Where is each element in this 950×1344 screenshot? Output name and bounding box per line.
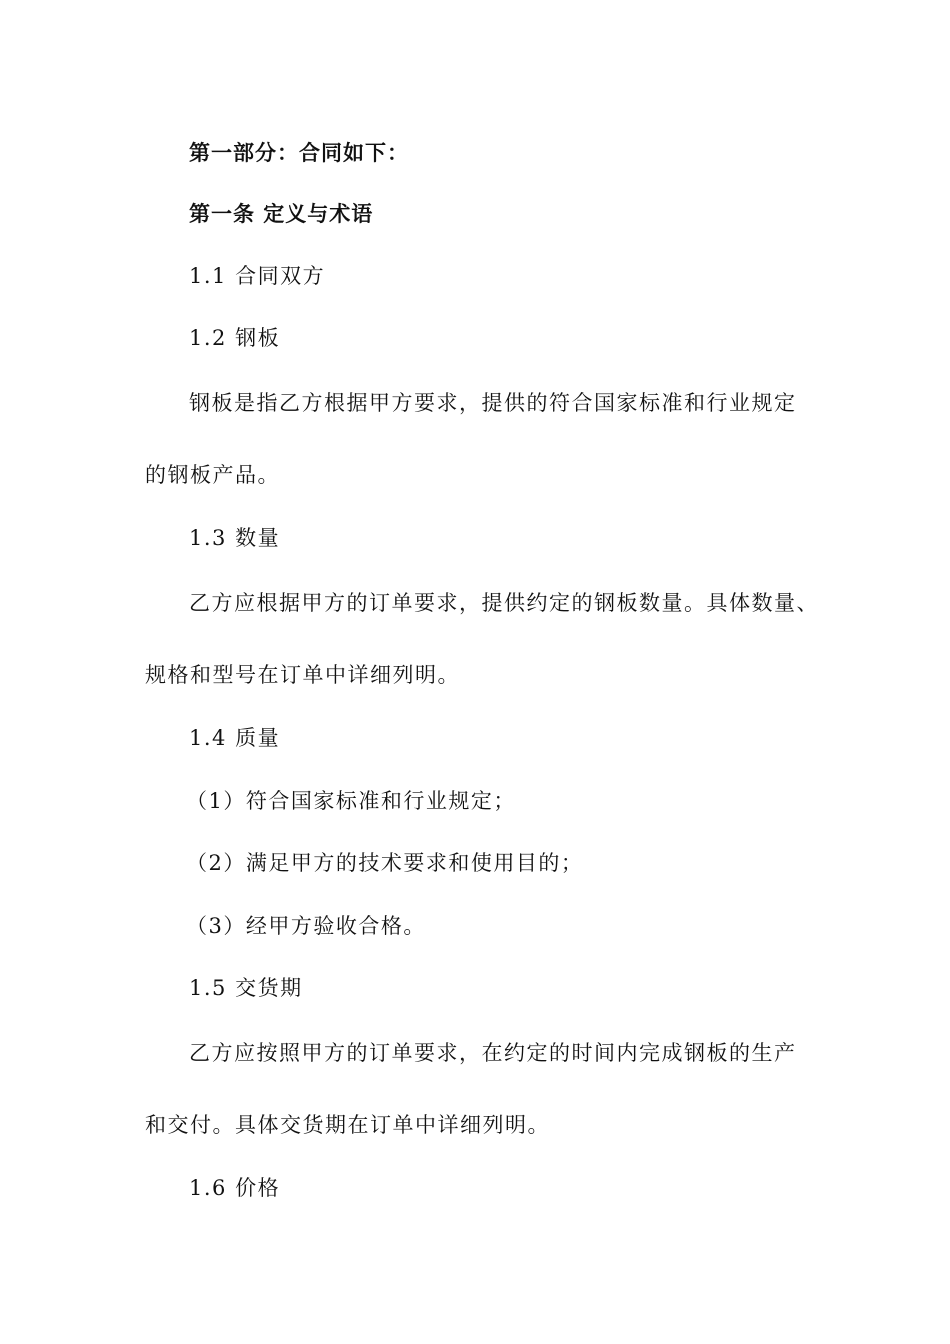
quality-item-3: （3）经甲方验收合格。 <box>186 914 426 938</box>
section-1-2-heading: 1.2 钢板 <box>189 326 281 350</box>
section-1-1-heading: 1.1 合同双方 <box>189 264 326 288</box>
section-1-5-paragraph-line-2: 和交付。具体交货期在订单中详细列明。 <box>145 1113 550 1137</box>
quality-item-1: （1）符合国家标准和行业规定； <box>186 789 516 813</box>
section-1-3-paragraph-line-1: 乙方应根据甲方的订单要求，提供约定的钢板数量。具体数量、 <box>189 591 819 615</box>
section-1-2-paragraph-line-1: 钢板是指乙方根据甲方要求，提供的符合国家标准和行业规定 <box>189 391 797 415</box>
section-1-5-heading: 1.5 交货期 <box>189 976 303 1000</box>
section-1-6-heading: 1.6 价格 <box>189 1176 281 1200</box>
section-1-4-heading: 1.4 质量 <box>189 726 281 750</box>
section-1-3-heading: 1.3 数量 <box>189 526 281 550</box>
part-heading: 第一部分：合同如下： <box>189 141 409 165</box>
section-1-3-paragraph-line-2: 规格和型号在订单中详细列明。 <box>145 663 460 687</box>
article-heading: 第一条 定义与术语 <box>189 202 374 226</box>
section-1-5-paragraph-line-1: 乙方应按照甲方的订单要求，在约定的时间内完成钢板的生产 <box>189 1041 797 1065</box>
quality-item-2: （2）满足甲方的技术要求和使用目的； <box>186 851 584 875</box>
section-1-2-paragraph-line-2: 的钢板产品。 <box>145 463 280 487</box>
